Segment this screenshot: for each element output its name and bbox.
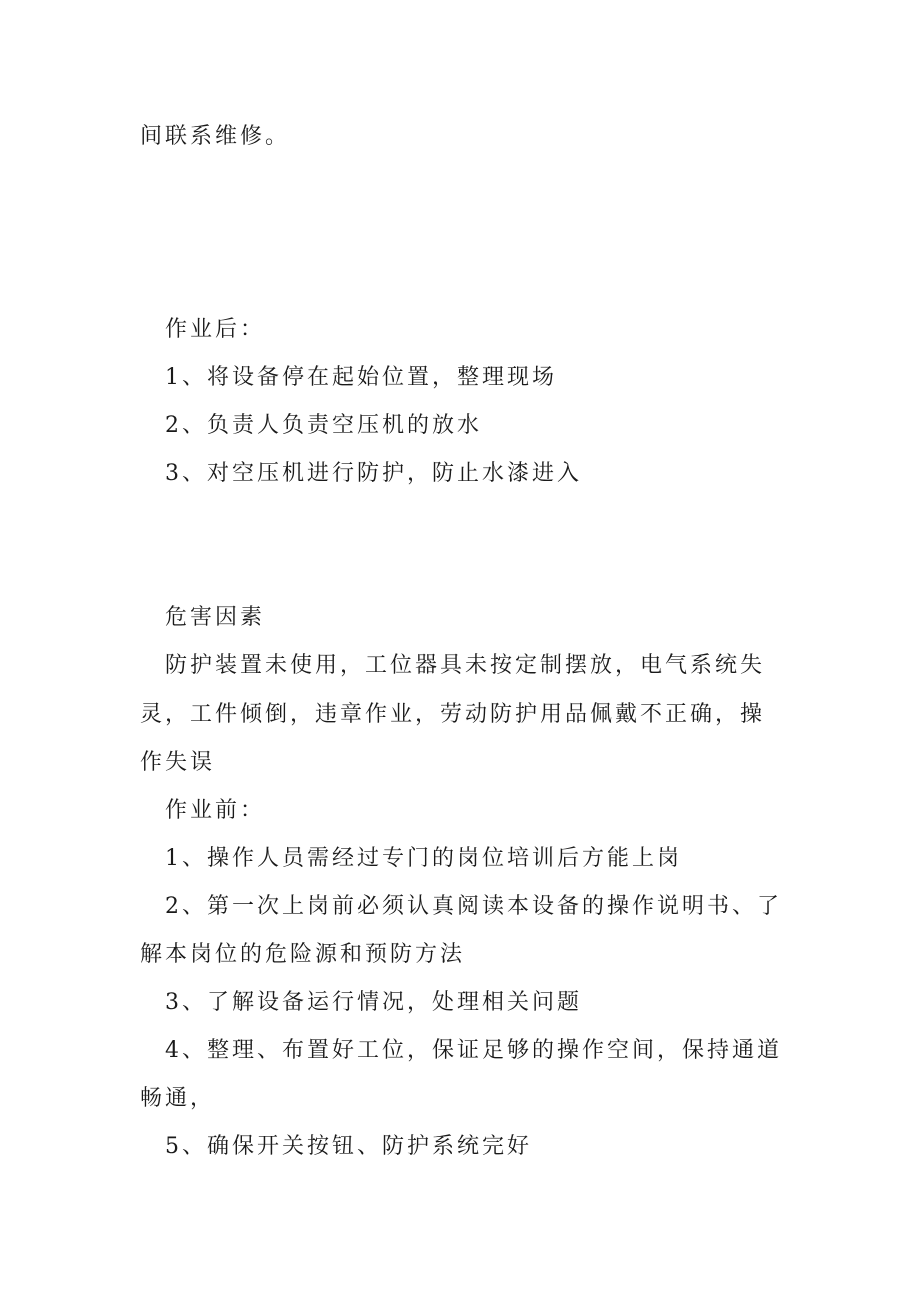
hazards-line-2: 灵，工件倾倒，违章作业，劳动防护用品佩戴不正确，操 xyxy=(140,702,766,727)
hazards-line-3: 作失误 xyxy=(140,750,216,775)
before-work-item-3: 3、了解设备运行情况，处理相关问题 xyxy=(165,990,582,1015)
after-work-item-1: 1、将设备停在起始位置，整理现场 xyxy=(165,365,557,390)
continuation-text: 间联系维修。 xyxy=(140,124,291,149)
before-work-heading: 作业前： xyxy=(165,798,266,823)
before-work-item-1: 1、操作人员需经过专门的岗位培训后方能上岗 xyxy=(165,846,682,871)
before-work-item-2-line-1: 2、第一次上岗前必须认真阅读本设备的操作说明书、了 xyxy=(165,894,782,919)
after-work-heading: 作业后： xyxy=(165,317,266,342)
before-work-item-5: 5、确保开关按钮、防护系统完好 xyxy=(165,1134,532,1159)
before-work-item-4-line-2: 畅通， xyxy=(140,1086,216,1111)
before-work-item-2-line-2: 解本岗位的危险源和预防方法 xyxy=(140,942,466,967)
hazards-line-1: 防护装置未使用，工位器具未按定制摆放，电气系统失 xyxy=(165,653,766,678)
after-work-item-3: 3、对空压机进行防护，防止水漆进入 xyxy=(165,461,582,486)
hazards-heading: 危害因素 xyxy=(165,605,266,630)
after-work-item-2: 2、负责人负责空压机的放水 xyxy=(165,413,482,438)
before-work-item-4-line-1: 4、整理、布置好工位，保证足够的操作空间，保持通道 xyxy=(165,1038,782,1063)
